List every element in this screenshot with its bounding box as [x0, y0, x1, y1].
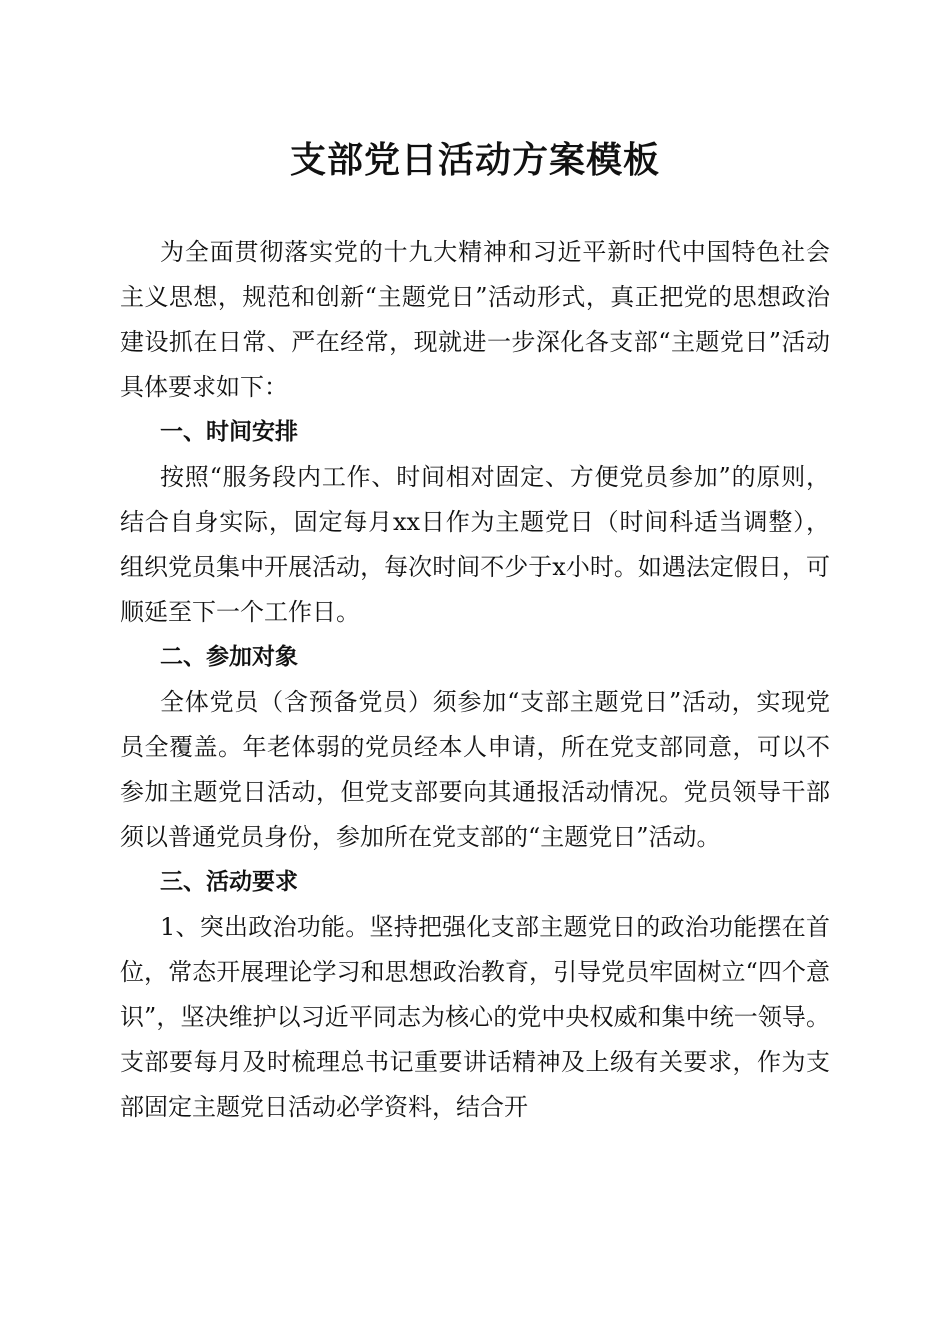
intro-paragraph: 为全面贯彻落实党的十九大精神和习近平新时代中国特色社会主义思想，规范和创新“主题党日”活动形式，真正把党的思想政治建设抓在日常、严在经常，现就进一步深化各支部“主题党日”活动具体要求如下：: [120, 238, 830, 401]
section-heading-time: 一、时间安排: [160, 419, 298, 445]
section-paragraph-requirements: 1、突出政治功能。坚持把强化支部主题党日的政治功能摆在首位，常态开展理论学习和思想政治教育，引导党员牢固树立“四个意识”，坚决维护以习近平同志为核心的党中央权威和集中统一领导。支部要每月及时梳理总书记重要讲话精神及上级有关要求，作为支部固定主题党日活动必学资料，结合开: [120, 913, 830, 1121]
section-paragraph-participants: 全体党员（含预备党员）须参加“支部主题党日”活动，实现党员全覆盖。年老体弱的党员经本人申请，所在党支部同意，可以不参加主题党日活动，但党支部要向其通报活动情况。党员领导干部须以普通党员身份，参加所在党支部的“主题党日”活动。: [120, 688, 830, 851]
section-paragraph-time: 按照“服务段内工作、时间相对固定、方便党员参加”的原则，结合自身实际，固定每月xx日作为主题党日（时间科适当调整），组织党员集中开展活动，每次时间不少于x小时。如遇法定假日，可顺延至下一个工作日。: [120, 463, 830, 626]
section-heading-requirements: 三、活动要求: [160, 869, 298, 895]
document-body: [120, 230, 830, 1130]
section-heading-participants: 二、参加对象: [160, 644, 298, 670]
page-title: 支部党日活动方案模板: [289, 139, 660, 181]
